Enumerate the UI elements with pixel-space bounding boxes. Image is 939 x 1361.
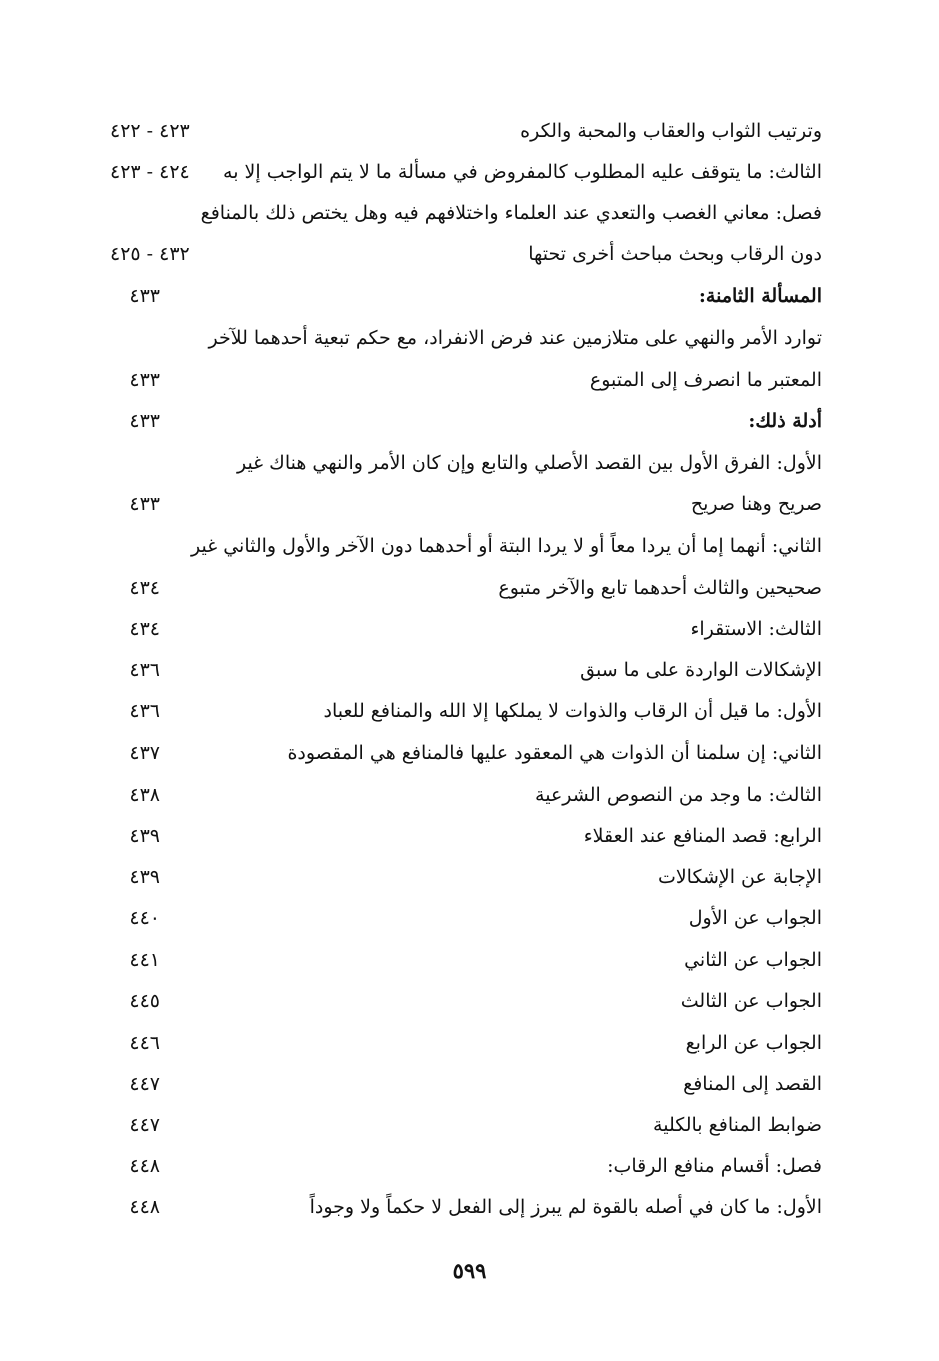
entry-page: ٤٣٢ - ٤٢٥ bbox=[110, 243, 190, 265]
toc-entry bbox=[110, 984, 822, 1018]
toc-entry bbox=[110, 736, 822, 770]
toc-entry bbox=[110, 819, 822, 853]
entry-title: الثالث: ما وجد من النصوص الشرعية bbox=[535, 784, 822, 806]
toc-entry bbox=[110, 446, 822, 480]
toc-entry bbox=[110, 901, 822, 935]
entry-title: الأول: ما قيل أن الرقاب والذوات لا يملكها إلا الله والمنافع للعباد bbox=[323, 700, 822, 722]
page-number: ٥٩٩ bbox=[452, 1258, 487, 1283]
entry-page: ٤٣٦ bbox=[129, 659, 160, 681]
toc-entry bbox=[110, 571, 822, 605]
toc-entry bbox=[110, 1026, 822, 1060]
entry-page: ٤٤٥ bbox=[129, 990, 160, 1012]
entry-title: دون الرقاب وبحث مباحث أخرى تحتها bbox=[528, 243, 822, 265]
entry-page: ٤٤٨ bbox=[129, 1155, 160, 1177]
toc-entry bbox=[110, 1149, 822, 1183]
toc-entry bbox=[110, 612, 822, 646]
entry-page: ٤٤٠ bbox=[129, 907, 160, 929]
toc-entry bbox=[110, 155, 822, 189]
entry-page: ٤٣٣ bbox=[129, 285, 160, 307]
entry-title: وترتيب الثواب والعقاب والمحبة والكره bbox=[520, 120, 822, 142]
toc-entry bbox=[110, 860, 822, 894]
entry-title: صريح وهنا صريح bbox=[690, 493, 822, 515]
entry-title: صحيحين والثالث أحدهما تابع والآخر متبوع bbox=[498, 577, 822, 599]
toc-entry bbox=[110, 196, 822, 230]
entry-title: فصل: أقسام منافع الرقاب: bbox=[607, 1155, 822, 1177]
toc-entry bbox=[110, 404, 822, 438]
entry-title: الجواب عن الثالث bbox=[680, 990, 822, 1012]
entry-page: ٤٣٤ bbox=[129, 577, 160, 599]
toc-entry bbox=[110, 529, 822, 563]
entry-title: الجواب عن الأول bbox=[688, 907, 822, 929]
entry-page: ٤٤٧ bbox=[129, 1073, 160, 1095]
entry-title: ضوابط المنافع بالكلية bbox=[653, 1114, 822, 1136]
entry-page: ٤٣٤ bbox=[129, 618, 160, 640]
entry-page: ٤٣٣ bbox=[129, 369, 160, 391]
toc-entry bbox=[110, 653, 822, 687]
entry-page: ٤٤٦ bbox=[129, 1032, 160, 1054]
toc-entry bbox=[110, 114, 822, 148]
entry-title: الأول: الفرق الأول بين القصد الأصلي والتابع وإن كان الأمر والنهي هناك غير bbox=[236, 452, 822, 474]
entry-title: الجواب عن الثاني bbox=[684, 949, 822, 971]
entry-title: الجواب عن الرابع bbox=[685, 1032, 822, 1054]
toc-entry bbox=[110, 694, 822, 728]
entry-page: ٤٣٩ bbox=[129, 825, 160, 847]
entry-title: المعتبر ما انصرف إلى المتبوع bbox=[589, 369, 822, 391]
toc-entry bbox=[110, 321, 822, 355]
toc-entry bbox=[110, 1067, 822, 1101]
entry-page: ٤٣٣ bbox=[129, 493, 160, 515]
entry-page: ٤٣٧ bbox=[129, 742, 160, 764]
entry-title: أدلة ذلك: bbox=[748, 410, 822, 432]
entry-page: ٤٤٧ bbox=[129, 1114, 160, 1136]
entry-page: ٤٢٣ - ٤٢٢ bbox=[110, 120, 190, 142]
toc-entry bbox=[110, 943, 822, 977]
toc-entry bbox=[110, 279, 822, 313]
entry-title: الثاني: أنهما إما أن يردا معاً أو لا يردا البتة أو أحدهما دون الآخر والأول والثاني غير bbox=[191, 535, 822, 557]
toc-entry bbox=[110, 363, 822, 397]
entry-page: ٤٤٨ bbox=[129, 1196, 160, 1218]
entry-page: ٤٣٣ bbox=[129, 410, 160, 432]
toc-entry bbox=[110, 237, 822, 271]
entry-title: الإشكالات الواردة على ما سبق bbox=[580, 659, 822, 681]
entry-page: ٤٢٤ - ٤٢٣ bbox=[110, 161, 190, 183]
entry-page: ٤٣٩ bbox=[129, 866, 160, 888]
entry-page: ٤٤١ bbox=[129, 949, 160, 971]
toc-entry bbox=[110, 778, 822, 812]
toc-entry bbox=[110, 487, 822, 521]
entry-title: الإجابة عن الإشكالات bbox=[657, 866, 822, 888]
entry-page: ٤٣٨ bbox=[129, 784, 160, 806]
toc-entry bbox=[110, 1108, 822, 1142]
toc-entry bbox=[110, 1190, 822, 1224]
entry-title: فصل: معاني الغصب والتعدي عند العلماء واختلافهم فيه وهل يختص ذلك بالمنافع bbox=[200, 202, 822, 224]
entry-page: ٤٣٦ bbox=[129, 700, 160, 722]
entry-title: الثالث: ما يتوقف عليه المطلوب كالمفروض في مسألة ما لا يتم الواجب إلا به bbox=[223, 161, 822, 183]
entry-title: توارد الأمر والنهي على متلازمين عند فرض الانفراد، مع حكم تبعية أحدهما للآخر bbox=[208, 327, 822, 349]
entry-title: المسألة الثامنة: bbox=[698, 285, 822, 307]
entry-title: الثاني: إن سلمنا أن الذوات هي المعقود عليها فالمنافع هي المقصودة bbox=[287, 742, 822, 764]
entry-title: الثالث: الاستقراء bbox=[690, 618, 822, 640]
entry-title: القصد إلى المنافع bbox=[683, 1073, 822, 1095]
entry-title: الأول: ما كان في أصله بالقوة لم يبرز إلى الفعل لا حكماً ولا وجوداً bbox=[309, 1196, 822, 1218]
entry-title: الرابع: قصد المنافع عند العقلاء bbox=[583, 825, 822, 847]
